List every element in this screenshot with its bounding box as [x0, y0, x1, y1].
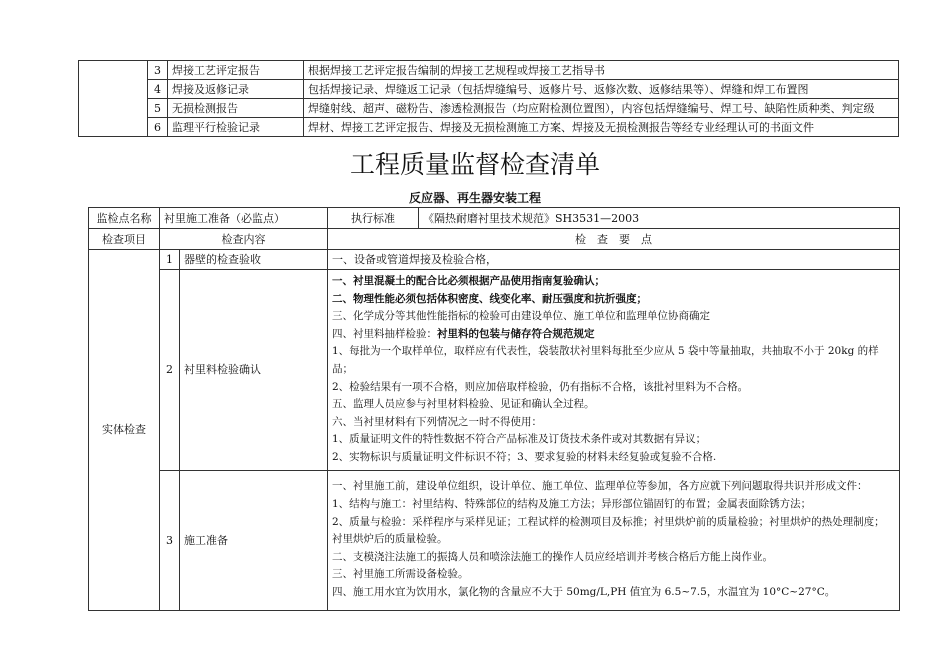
item-cell: 监理平行检验记录 — [168, 118, 304, 137]
category-cell: 实体检查 — [89, 250, 160, 611]
points-cell: 一、设备或管道焊接及检验合格， — [328, 250, 900, 270]
row-number: 2 — [160, 270, 180, 471]
point-label: 监检点名称 — [89, 208, 160, 229]
point-line-prefix: 四、衬里料抽样检验： — [332, 327, 437, 340]
points-cell — [328, 470, 900, 610]
point-line: 五、监理人员应参与衬里材料检验、见证和确认全过程。 — [332, 398, 595, 411]
point-line: 二、支模浇注法施工的振捣人员和喷涂法施工的操作人员应经培训并考核合格后方能上岗作业。 — [332, 550, 773, 563]
point-line: 六、当衬里材料有下列情况之一时不得使用： — [332, 415, 542, 428]
table-row — [89, 470, 900, 610]
item-cell: 无损检测报告 — [168, 99, 304, 118]
page-subtitle: 反应器、再生器安装工程 — [408, 191, 541, 205]
point-line: 一、衬里混凝土的配合比必须根据产品使用指南复验确认； — [332, 275, 605, 287]
point-line: 1、质量证明文件的特性数据不符合产品标准及订货技术条件或对其数据有异议； — [332, 433, 707, 446]
point-line: 2、检验结果有一项不合格，则应加倍取样检验，仍有指标不合格，该批衬里料为不合格。 — [332, 380, 749, 393]
standard-value: 《隔热耐磨衬里技术规范》SH3531—2003 — [419, 208, 900, 229]
point-line — [332, 326, 895, 344]
row-number: 3 — [148, 61, 168, 80]
point-line: 二、物理性能必须包括体积密度、线变化率、耐压强度和抗折强度； — [332, 292, 647, 305]
content-cell: 器壁的检查验收 — [180, 250, 328, 270]
table-row — [79, 118, 899, 137]
table-row — [89, 270, 900, 471]
content-cell: 衬里料检验确认 — [180, 270, 328, 471]
point-line: 三、衬里施工所需设备检验。 — [332, 568, 469, 581]
item-cell: 焊接及返修记录 — [168, 80, 304, 99]
point-line: 一、衬里施工前，建设单位组织，设计单位、施工单位、监理单位等参加，各方应就下列问题取得共识并形成文件： — [332, 480, 868, 493]
col-header-content: 检查内容 — [160, 229, 328, 250]
header-row — [89, 208, 900, 229]
point-line: 2、实物标识与质量证明文件标识不符；3、要求复验的材料未经复验或复验不合格. — [332, 450, 717, 463]
checklist-table — [88, 207, 900, 611]
table-row — [89, 250, 900, 270]
point-line: 三、化学成分等其他性能指标的检验可由建设单位、施工单位和监理单位协商确定 — [332, 310, 710, 323]
col-header-item: 检查项目 — [89, 229, 160, 250]
points-cell — [328, 270, 900, 471]
desc-cell: 焊缝射线、超声、磁粉告、渗透检测报告（均应附检测位置图），内容包括焊缝编号、焊工号、缺陷性质种类、判定级 — [304, 99, 899, 118]
table-row — [79, 80, 899, 99]
desc-cell: 包括焊接记录、焊缝返工记录（包括焊缝编号、返修片号、返修次数、返修结果等）、焊缝和焊工布置图 — [304, 80, 899, 99]
point-line: 四、施工用水宜为饮用水，氯化物的含量应不大于 50mg/L,PH 值宜为 6.5~7.5，水温宜为 10°C~27°C。 — [332, 586, 836, 599]
column-header-row — [89, 229, 900, 250]
point-line: 1、每批为一个取样单位，取样应有代表性，袋装散状衬里料每批至少应从 5 袋中等量抽取，共抽取不小于 20kg 的样品； — [332, 345, 879, 375]
standard-label: 执行标准 — [328, 208, 419, 229]
blank-cell — [79, 61, 148, 137]
row-number: 4 — [148, 80, 168, 99]
point-line-emphasis: 衬里料的包装与储存符合规范规定 — [437, 327, 595, 340]
item-cell: 焊接工艺评定报告 — [168, 61, 304, 80]
page-title: 工程质量监督检查清单 — [349, 150, 600, 179]
row-number: 5 — [148, 99, 168, 118]
desc-cell: 焊材、焊接工艺评定报告、焊接及无损检测施工方案、焊接及无损检测报告等经专业经理认可的书面文件 — [304, 118, 899, 137]
table-row — [79, 61, 899, 80]
desc-cell: 根据焊接工艺评定报告编制的焊接工艺规程或焊接工艺指导书 — [304, 61, 899, 80]
row-number: 6 — [148, 118, 168, 137]
content-cell: 施工准备 — [180, 470, 328, 610]
point-line: 2、质量与检验：采样程序与采样见证；工程试样的检测项目及标推；衬里烘炉前的质量检验；衬里烘炉的热处理制度；衬里烘炉后的质量检验。 — [332, 515, 885, 546]
col-header-points: 检 查 要 点 — [328, 229, 900, 250]
table-row — [79, 99, 899, 118]
top-table — [78, 60, 899, 137]
row-number: 1 — [160, 250, 180, 270]
row-number: 3 — [160, 470, 180, 610]
point-value: 衬里施工准备（必监点） — [160, 208, 328, 229]
point-line: 1、结构与施工：衬里结构、特殊部位的结构及施工方法；异形部位锚固钉的布置；金属表面除锈方法； — [332, 498, 812, 511]
